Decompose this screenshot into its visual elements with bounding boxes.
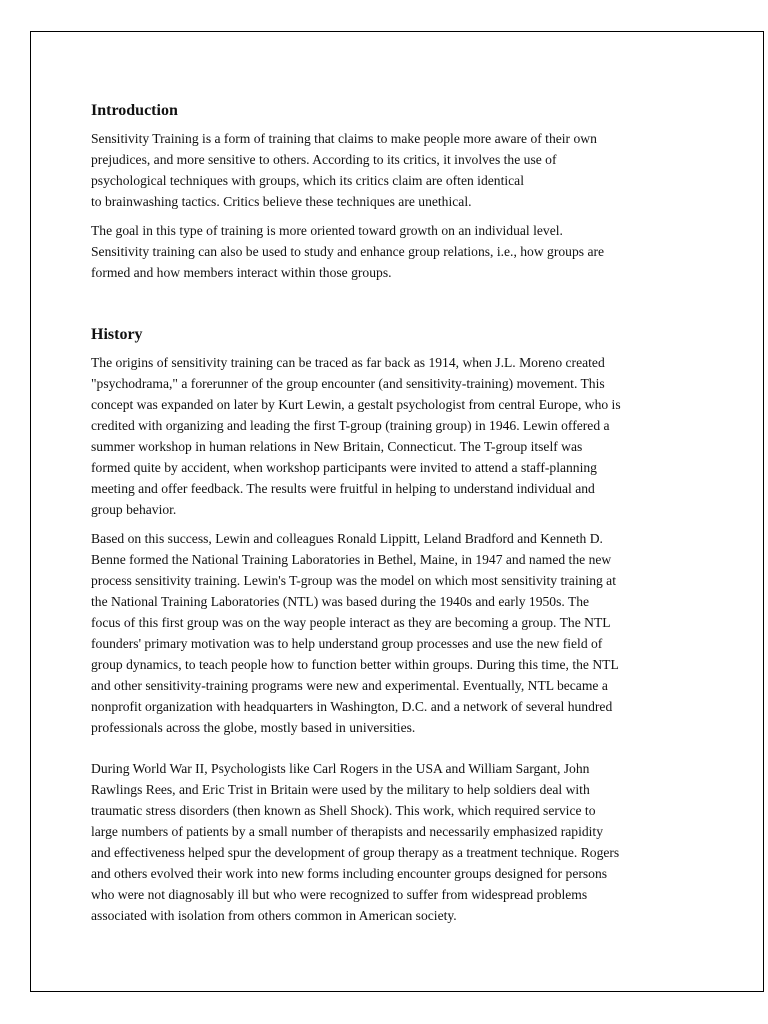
text-line: summer workshop in human relations in New Britain, Connecticut. The T-group itself was [91,439,583,454]
text-line: concept was expanded on later by Kurt Lewin, a gestalt psychologist from central Europe, who is [91,397,621,412]
text-line: group dynamics, to teach people how to function better within groups. During this time, the NTL [91,657,619,672]
text-line: focus of this first group was on the way people interact as they are becoming a group. The NTL [91,615,611,630]
history-paragraph-3 [91,758,691,926]
text-line: psychological techniques with groups, which its critics claim are often identical [91,173,524,188]
text-line: and others evolved their work into new forms including encounter groups designed for persons [91,866,608,881]
text-line: formed quite by accident, when workshop participants were invited to attend a staff-planning [91,460,597,475]
text-line: and other sensitivity-training programs were new and experimental. Eventually, NTL became a [91,678,608,693]
text-line: prejudices, and more sensitive to others. According to its critics, it involves the use of [91,152,557,167]
text-line: founders' primary motivation was to help understand group processes and use the new field of [91,636,603,651]
text-line: group behavior. [91,502,177,517]
history-heading: History [91,326,143,343]
intro-paragraph-1 [91,128,691,212]
text-line: The goal in this type of training is more oriented toward growth on an individual level. [91,223,563,238]
text-line: nonprofit organization with headquarters in Washington, D.C. and a network of several hundred [91,699,613,714]
text-line: During World War II, Psychologists like Carl Rogers in the USA and William Sargant, John [91,761,590,776]
document-content [91,102,691,934]
history-paragraph-2 [91,528,691,738]
document-page [30,31,764,992]
text-line: The origins of sensitivity training can be traced as far back as 1914, when J.L. Moreno created [91,355,605,370]
text-line: Rawlings Rees, and Eric Trist in Britain were used by the military to help soldiers deal with [91,782,590,797]
text-line: credited with organizing and leading the first T-group (training group) in 1946. Lewin offered a [91,418,610,433]
text-line: who were not diagnosably ill but who were recognized to suffer from widespread problems [91,887,588,902]
text-line: professionals across the globe, mostly based in universities. [91,720,416,735]
text-line: formed and how members interact within those groups. [91,265,392,280]
text-line: the National Training Laboratories (NTL) was based during the 1940s and early 1950s. The [91,594,590,609]
text-line: large numbers of patients by a small number of therapists and necessarily emphasized rapidity [91,824,604,839]
text-line: associated with isolation from others common in American society. [91,908,457,923]
section-spacer [91,291,691,326]
text-line: and effectiveness helped spur the development of group therapy as a treatment technique. Rogers [91,845,620,860]
text-line: "psychodrama," a forerunner of the group encounter (and sensitivity-training) movement. This [91,376,605,391]
text-line: meeting and offer feedback. The results were fruitful in helping to understand individual and [91,481,595,496]
introduction-heading: Introduction [91,102,178,119]
text-line: traumatic stress disorders (then known as Shell Shock). This work, which required service to [91,803,596,818]
history-paragraph-1 [91,352,691,520]
text-line: to brainwashing tactics. Critics believe these techniques are unethical. [91,194,472,209]
text-line: Benne formed the National Training Laboratories in Bethel, Maine, in 1947 and named the new [91,552,612,567]
text-line: Sensitivity training can also be used to study and enhance group relations, i.e., how groups are [91,244,605,259]
intro-paragraph-2 [91,220,691,283]
text-line: process sensitivity training. Lewin's T-group was the model on which most sensitivity training at [91,573,616,588]
paragraph-spacer [91,746,691,758]
text-line: Sensitivity Training is a form of training that claims to make people more aware of their own [91,131,597,146]
text-line: Based on this success, Lewin and colleagues Ronald Lippitt, Leland Bradford and Kenneth D. [91,531,603,546]
